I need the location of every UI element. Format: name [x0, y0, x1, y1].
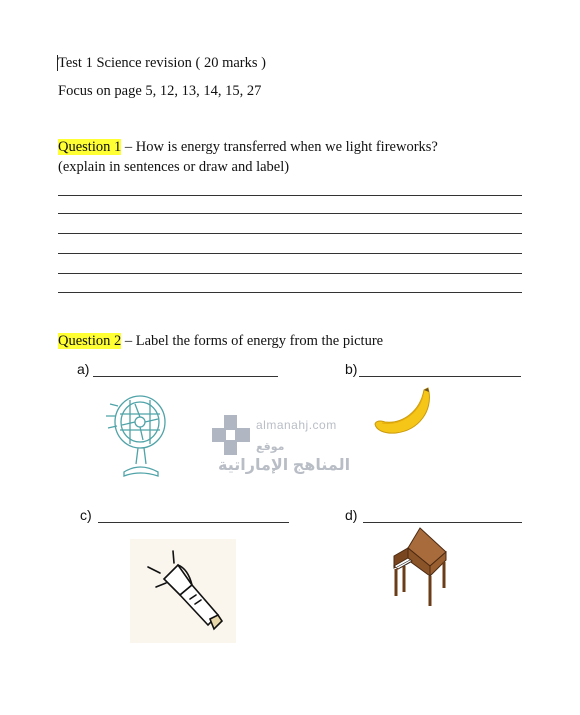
flashlight-picture	[130, 539, 236, 643]
item-c-answer-line[interactable]	[98, 522, 289, 523]
item-d-answer-line[interactable]	[363, 522, 522, 523]
fan-picture	[102, 392, 172, 480]
item-a-answer-line[interactable]	[93, 376, 278, 377]
question-2-text: – Label the forms of energy from the picture	[121, 333, 384, 349]
item-a-letter: a)	[77, 361, 90, 377]
test-title: Test 1 Science revision ( 20 marks )	[58, 55, 266, 71]
item-c-letter: c)	[80, 507, 92, 523]
watermark-arabic-1: موقع	[256, 441, 285, 453]
focus-pages: Focus on page 5, 12, 13, 14, 15, 27	[58, 83, 262, 99]
answer-line-5[interactable]	[58, 273, 522, 274]
question-1	[58, 139, 438, 156]
answer-line-1[interactable]	[58, 195, 522, 196]
question-1-text: – How is energy transferred when we light fireworks?	[121, 139, 438, 155]
item-b-letter: b)	[345, 361, 358, 377]
answer-line-4[interactable]	[58, 253, 522, 254]
answer-line-3[interactable]	[58, 233, 522, 234]
watermark-arabic-2: المناهج الإماراتية	[218, 457, 351, 474]
question-1-instruction: (explain in sentences or draw and label)	[58, 159, 290, 175]
item-b-answer-line[interactable]	[359, 376, 521, 377]
piano-picture	[390, 526, 450, 610]
watermark-logo	[212, 415, 250, 455]
answer-line-6[interactable]	[58, 292, 522, 293]
item-d-letter: d)	[345, 507, 358, 523]
question-1-label: Question 1	[58, 139, 122, 155]
watermark-site: almanahj.com	[256, 418, 337, 432]
answer-line-2[interactable]	[58, 213, 522, 214]
question-2	[58, 333, 383, 350]
banana-picture	[372, 386, 434, 438]
question-2-label: Question 2	[58, 333, 122, 349]
